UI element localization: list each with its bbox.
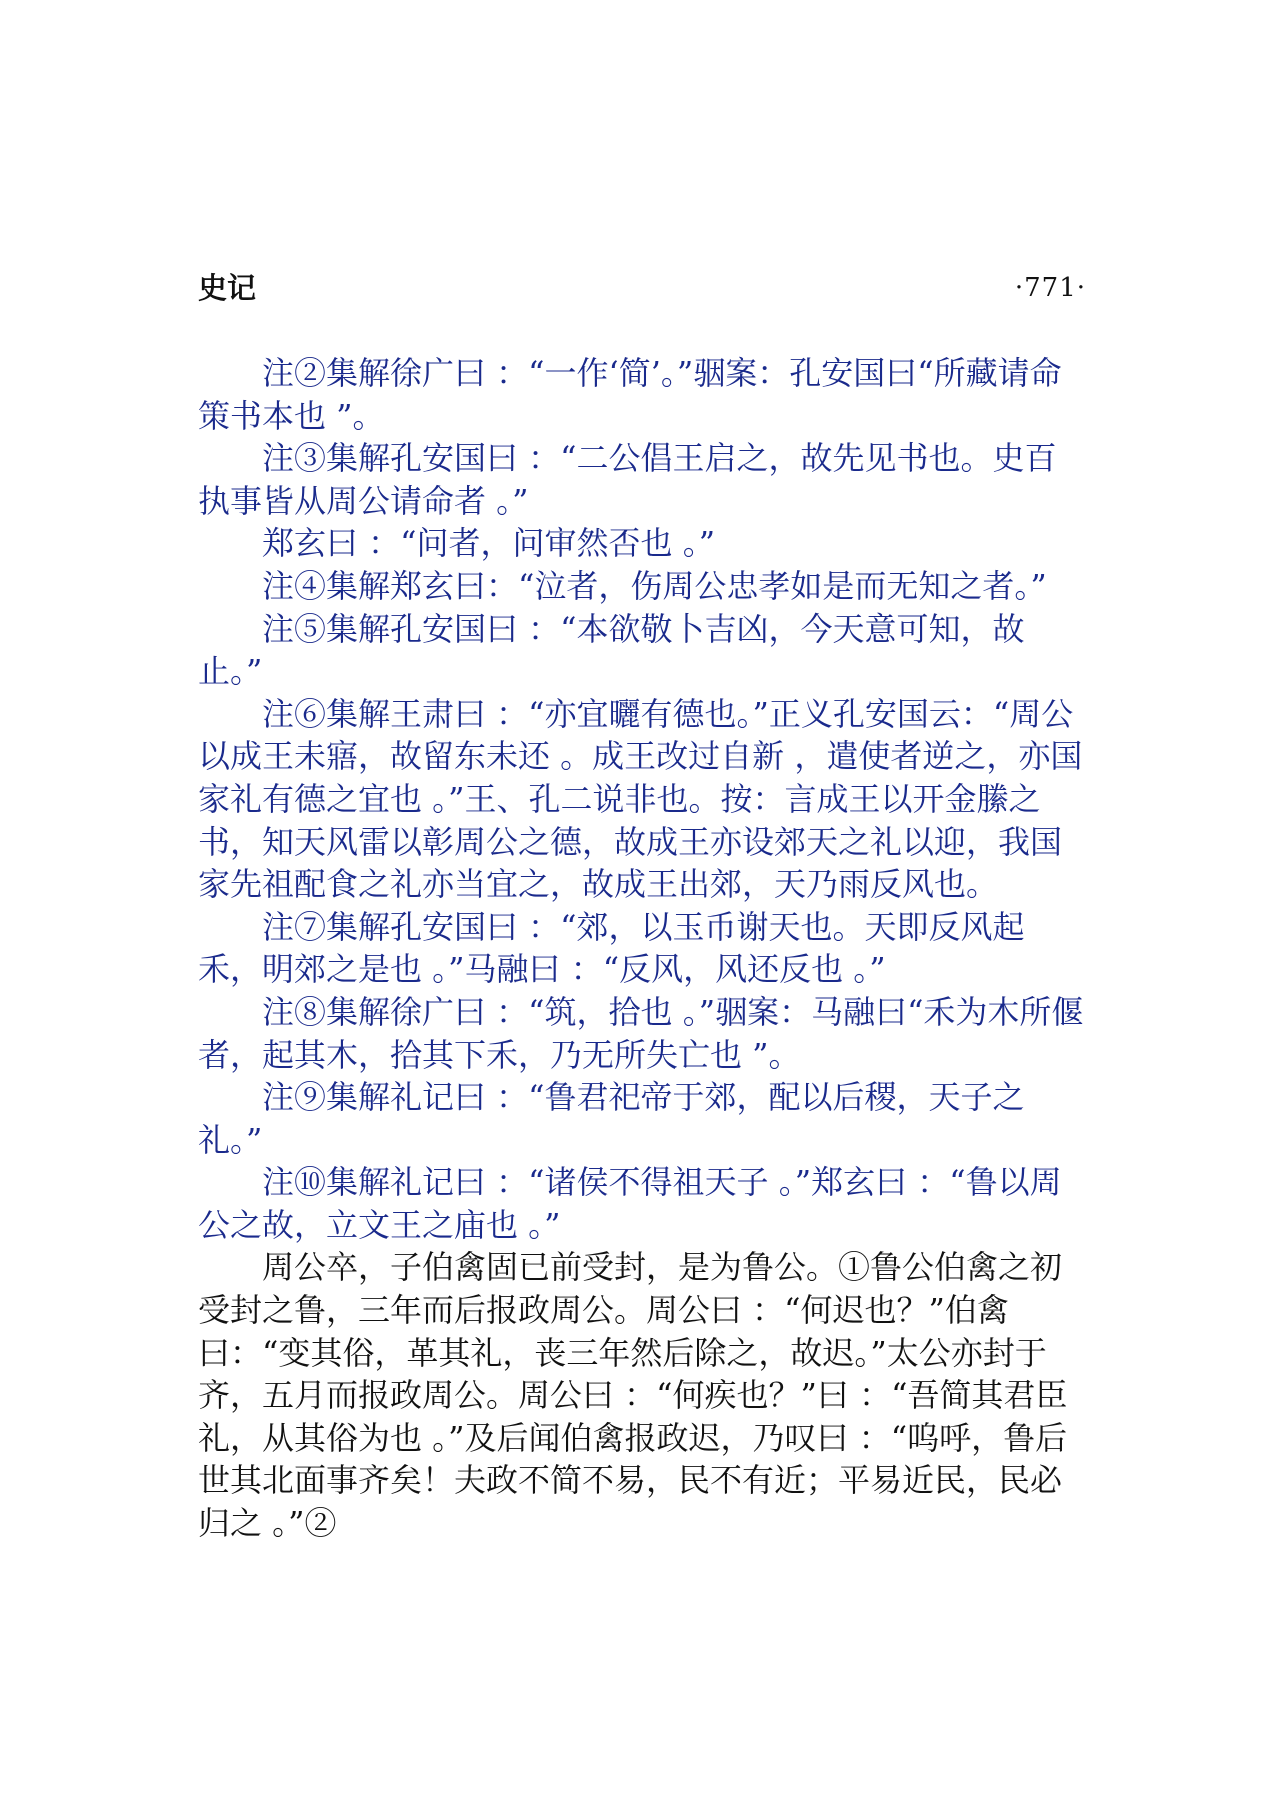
annotation-note-6: 注⑥集解王肃曰 ：“亦宜曬有德也。”正义孔安国云：“周公以成王未寤，故留东未还 。成王改过自新 ，遣使者逆之，亦国家礼有德之宜也 。”王、孔二说非也。按：言成王以开金縢之书，知天风雷以彰周公之德，故成王亦设郊天之礼以迎，我国家先祖配食之礼亦当宜之，故成王出郊，天乃雨反风也。: [198, 694, 1083, 904]
annotation-note-4: 注④集解郑玄曰：“泣者，伤周公忠孝如是而无知之者。”: [262, 566, 1047, 605]
annotation-note-8: 注⑧集解徐广曰 ：“筑，拾也 。”骃案：马融曰“禾为木所偃者，起其木，拾其下禾，乃无所失亡也 ”。: [198, 992, 1084, 1074]
main-text-paragraph: 周公卒，子伯禽固已前受封，是为鲁公。①鲁公伯禽之初受封之鲁，三年而后报政周公。周公曰 ：“何迟也？”伯禽曰：“变其俗，革其礼，丧三年然后除之，故迟。”太公亦封于齐，五月而报政周公。周公曰 ：“何疾也？”曰 ：“吾简其君臣礼，从其俗为也 。”及后闻伯禽报政迟，乃叹曰 ：“呜呼，鲁后世其北面事齐矣！夫政不简不易，民不有近；平易近民，民必归之 。”②: [198, 1248, 1068, 1543]
annotation-note-9: 注⑨集解礼记曰 ：“鲁君祀帝于郊，配以后稷，天子之礼。”: [198, 1078, 1025, 1159]
page-number: ·771·: [1014, 273, 1086, 303]
annotation-note-3-continued: 郑玄曰 ：“问者，问审然否也 。”: [262, 524, 716, 563]
annotation-note-7: 注⑦集解孔安国曰 ：“郊，以玉币谢天也。天即反风起禾，明郊之是也 。”马融曰 ：“反风，风还反也 。”: [198, 907, 1025, 989]
annotation-note-2: 注②集解徐广曰 ：“一作‘简’。”骃案：孔安国曰“所藏请命策书本也 ”。: [198, 354, 1062, 435]
annotation-note-5: 注⑤集解孔安国曰 ：“本欲敬卜吉凶，今天意可知，故止。”: [198, 609, 1025, 691]
annotation-note-3: 注③集解孔安国曰 ：“二公倡王启之，故先见书也。史百执事皆从周公请命者 。”: [198, 439, 1057, 520]
book-title: 史记: [198, 271, 257, 305]
page-header: [198, 268, 1086, 308]
annotation-note-10: 注⑩集解礼记曰 ：“诸侯不得祖天子 。”郑玄曰 ：“鲁以周公之故，立文王之庙也 。”: [198, 1163, 1062, 1244]
page-body: [198, 352, 1086, 1545]
